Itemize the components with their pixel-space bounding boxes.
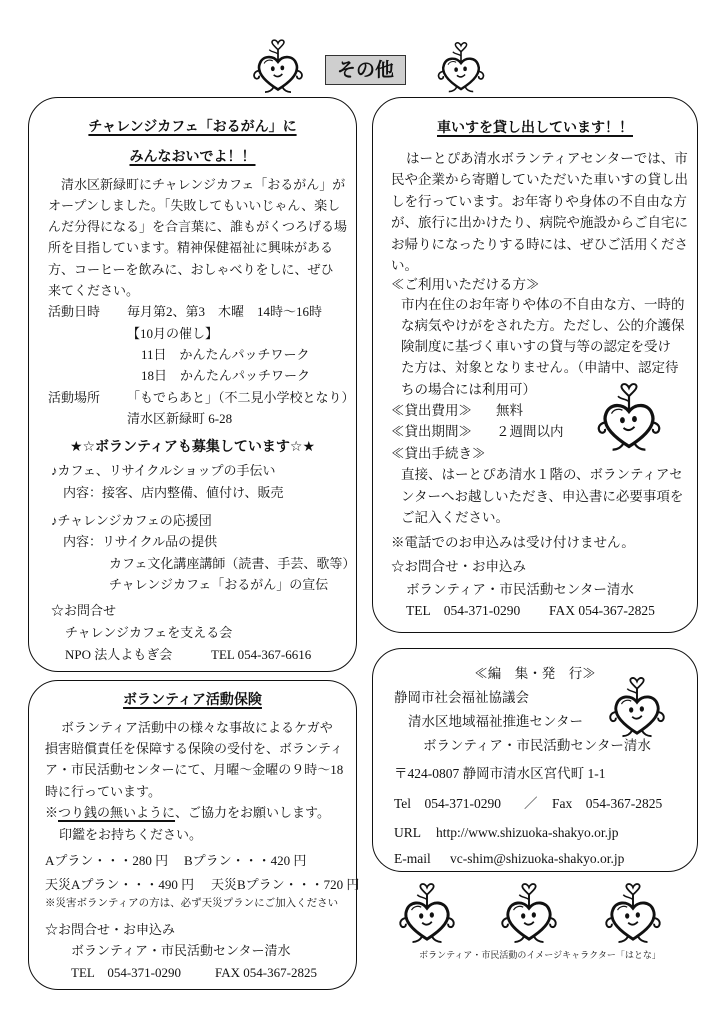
publisher-section: [372, 648, 698, 872]
publisher-url: http://www.shizuoka-shakyo.or.jp: [436, 825, 619, 840]
heart-mascot-icon: [398, 882, 456, 946]
heart-mascot-icon: [436, 42, 486, 94]
cafe-intro-line: 来てください。: [48, 283, 140, 298]
wheelchair-intro-line: しを行っています。お年寄りや身体の不自由な方: [391, 194, 687, 209]
procedure-line: 直接、はーとぴあ清水１階の、ボランティアセ: [401, 467, 683, 482]
procedure-line: ご記入ください。: [401, 510, 509, 525]
cafe-contact-org: チャレンジカフェを支える会: [65, 625, 233, 640]
schedule-label: 活動日時: [48, 304, 101, 319]
wheelchair-contact-tel: TEL 054-371-0290: [406, 603, 521, 618]
change-note-suffix: 、ご協力をお願いします。: [175, 805, 330, 820]
cafe-title-row: [29, 148, 356, 166]
publisher-url-label: URL: [394, 825, 421, 840]
insurance-title-row: [29, 691, 356, 709]
fee-value: 無料: [496, 403, 523, 418]
insurance-contact-org: ボランティア・市民活動センター清水: [71, 943, 291, 958]
period-label: ≪貸出期間≫: [391, 424, 472, 439]
insurance-contact-tel: TEL 054-371-0290: [71, 965, 181, 980]
disaster-plan-b-price: 天災Bプラン・・・720 円: [211, 877, 360, 892]
cafe-intro-line: オープンしました。「失敗してもいいじゃん、楽し: [48, 198, 341, 213]
wheelchair-contact-heading: ☆お問合せ・お申込み: [391, 559, 526, 574]
fee-label: ≪貸出費用≫: [391, 403, 472, 418]
publisher-separator: ／: [524, 796, 538, 811]
eligible-line: た方は、対象となりません。（申請中、認定待: [401, 360, 679, 375]
recruit-job-detail: 内容：接客、店内整備、値付け、販売: [63, 485, 284, 500]
wheelchair-intro-line: 民や企業から寄贈していただいた車いすの貸し出: [391, 172, 688, 187]
plan-a-price: Aプラン・・・280 円: [45, 853, 169, 868]
events-heading: 【10月の催し】: [127, 326, 219, 341]
cafe-title-row: [29, 118, 356, 136]
cafe-contact-tel: TEL 054-367-6616: [211, 647, 312, 662]
publisher-tel: Tel 054-371-0290: [394, 796, 502, 811]
recruit-job-title: ♪カフェ、リサイクルショップの手伝い: [51, 463, 276, 478]
insurance-intro-line: ボランティア活動中の様々な事故によるケガや: [61, 720, 333, 735]
insurance-section: [28, 680, 360, 990]
wheelchair-intro-line: お帰りになったりする時には、ぜひご活用くださ: [391, 237, 688, 252]
publisher-email: vc-shim@shizuoka-shakyo.or.jp: [450, 851, 625, 866]
insurance-intro-line: ア・市民活動センターにて、月曜～金曜の９時～18: [45, 762, 344, 777]
phone-note: ※電話でのお申込みは受け付けません。: [391, 535, 635, 550]
publisher-org: ボランティア・市民活動センター清水: [423, 738, 651, 753]
cafe-section: [28, 97, 357, 672]
publisher-email-label: E-mail: [394, 851, 431, 866]
wheelchair-intro-line: い。: [391, 258, 418, 273]
place-address: 清水区新緑町 6-28: [127, 411, 233, 426]
procedure-heading: ≪貸出手続き≫: [391, 446, 486, 461]
change-note-emphasis: つり銭の無いように: [58, 805, 176, 820]
place-value: 「もでらあと」（不二見小学校となり）: [127, 390, 355, 405]
recruit-job-title: ♪チャレンジカフェの応援団: [51, 513, 212, 528]
recruit-job-detail: 内容：リサイクル品の提供: [63, 534, 218, 549]
eligible-line: 市内在住のお年寄りや体の不自由な方、一時的: [401, 297, 685, 312]
schedule-value: 毎月第2、第3 木曜 14時～16時: [127, 304, 323, 319]
change-note-prefix: ※: [45, 805, 59, 820]
place-label: 活動場所: [48, 390, 101, 405]
publisher-postal-address: 〒424-0807 静岡市清水区宮代町 1-1: [394, 766, 606, 781]
recruit-heading: ★☆ボランティアも募集しています☆★: [69, 439, 316, 455]
cafe-intro-line: 方、コーヒーを飲みに、おしゃべりをしに、ぜひ: [48, 262, 334, 277]
heart-mascot-icon: [606, 677, 668, 739]
cafe-title-line: チャレンジカフェ「おるがん」に: [88, 119, 297, 135]
change-note: [45, 804, 330, 822]
insurance-title: ボランティア活動保険: [123, 692, 262, 708]
wheelchair-contact-fax: FAX 054-367-2825: [549, 603, 655, 618]
disaster-plan-a-price: 天災Aプラン・・・490 円: [45, 877, 195, 892]
cafe-intro-line: 清水区新緑町にチャレンジカフェ「おるがん」が: [61, 177, 346, 192]
publisher-org: 静岡市社会福祉協議会: [394, 690, 529, 705]
wheelchair-intro-line: はーとぴあ清水ボランティアセンターでは、市: [406, 151, 688, 166]
event-item: 18日 かんたんパッチワーク: [141, 368, 311, 383]
wheelchair-contact-org: ボランティア・市民活動センター清水: [406, 582, 634, 597]
disaster-note: ※災害ボランティアの方は、必ず天災プランにご加入ください: [45, 898, 339, 909]
cafe-contact-npo: NPO 法人よもぎ会: [65, 647, 173, 662]
cafe-intro-line: 所を目指しています。精神保健福祉に興味がある: [48, 240, 333, 255]
event-item: 11日 かんたんパッチワーク: [141, 347, 310, 362]
seal-note: 印鑑をお持ちください。: [59, 827, 203, 842]
heart-mascot-icon: [252, 38, 304, 96]
heart-mascot-icon: [500, 882, 558, 946]
plan-b-price: Bプラン・・・420 円: [184, 853, 307, 868]
recruit-job-detail: カフェ文化講座講師（読書、手芸、歌等）: [109, 556, 356, 571]
page-title: その他: [325, 55, 406, 85]
recruit-job-detail: チャレンジカフェ「おるがん」の宣伝: [109, 577, 329, 592]
wheelchair-title-row: [373, 119, 697, 137]
eligible-heading: ≪ご利用いただける方≫: [391, 277, 540, 292]
eligible-line: な病気やけがをされた方。ただし、公的介護保: [401, 318, 685, 333]
publisher-heading: ≪編 集・発 行≫: [474, 666, 596, 681]
eligible-line: ちの場合には利用可）: [401, 382, 536, 397]
cafe-intro-line: んだ分得になる」を合言葉に、誰もがくつろげる場: [48, 219, 348, 234]
eligible-line: 険制度に基づく車いすの貸与等の認定を受け: [401, 339, 671, 354]
publisher-org: 清水区地域福祉推進センター: [408, 714, 583, 729]
mascot-caption: ボランティア・市民活動のイメージキャラクター「はとな」: [419, 951, 661, 961]
insurance-intro-line: 損害賠償責任を保障する保険の受付を、ボランティ: [45, 741, 343, 756]
wheelchair-section: [372, 97, 698, 633]
period-value: ２週間以内: [496, 424, 564, 439]
wheelchair-title: 車いすを貸し出しています！！: [437, 120, 633, 136]
publisher-fax: Fax 054-367-2825: [552, 796, 663, 811]
heart-mascot-icon: [596, 383, 662, 453]
wheelchair-intro-line: が、旅行に出かけたり、病院や施設からご自宅に: [391, 215, 688, 230]
procedure-line: ンターへお越しいただき、申込書に必要事項を: [401, 489, 684, 504]
insurance-contact-heading: ☆お問合せ・お申込み: [45, 922, 176, 937]
insurance-contact-fax: FAX 054-367-2825: [215, 965, 317, 980]
cafe-title-line: みんなおいでよ！！: [129, 149, 256, 165]
insurance-intro-line: 時に行っています。: [45, 784, 161, 799]
cafe-contact-heading: ☆お問合せ: [51, 603, 117, 618]
heart-mascot-icon: [604, 882, 662, 946]
